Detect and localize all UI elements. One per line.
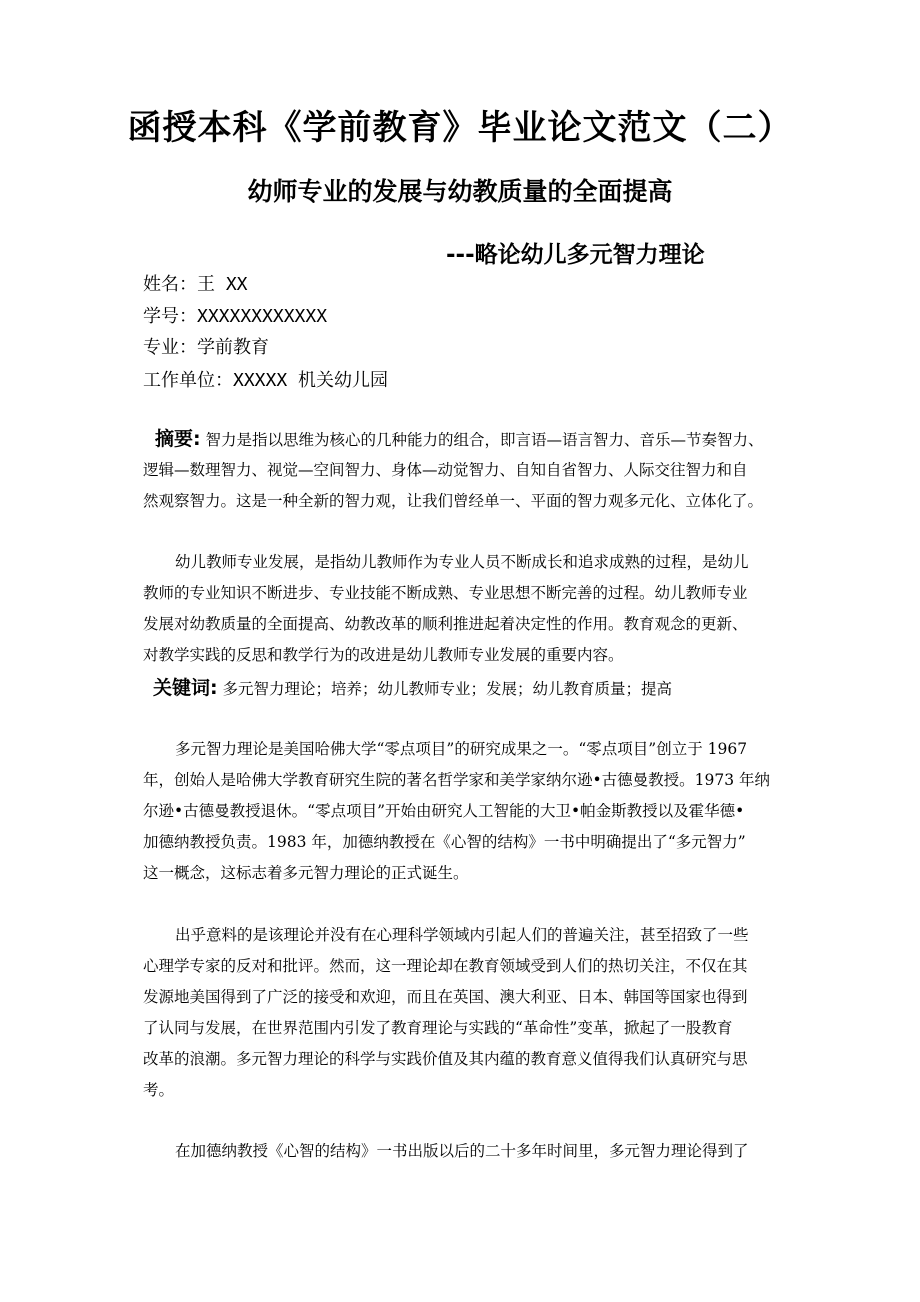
meta-student-id: [143, 302, 327, 328]
document-title: 函授本科《学前教育》毕业论文范文（二）: [127, 108, 793, 148]
abstract-paragraph: [143, 424, 793, 517]
paragraph-line: 发源地美国得到了广泛的接受和欢迎，而且在英国、澳大利亚、日本、韩国等国家也得到: [143, 988, 748, 1006]
body-paragraph-4: [143, 1136, 793, 1167]
document-subtitle-secondary: ---略论幼儿多元智力理论: [446, 242, 705, 268]
paragraph-line: 年，创始人是哈佛大学教育研究生院的著名哲学家和美学家纳尔逊•古德曼教授。1973 年纳: [143, 771, 771, 789]
abstract-line: 逻辑—数理智力、视觉—空间智力、身体—动觉智力、自知自省智力、人际交往智力和自: [143, 461, 748, 479]
paragraph-line: 考。: [143, 1081, 175, 1099]
meta-student-id-label: 学号：: [143, 306, 197, 327]
abstract-line: 然观察智力。这是一种全新的智力观，让我们曾经单一、平面的智力观多元化、立体化了。: [143, 492, 764, 510]
document-subtitle: 幼师专业的发展与幼教质量的全面提高: [247, 177, 673, 206]
paragraph-line: 心理学专家的反对和批评。然而，这一理论却在教育领域受到人们的热切关注，不仅在其: [143, 957, 748, 975]
meta-name-label: 姓名：: [143, 274, 197, 295]
meta-name: [143, 270, 248, 296]
meta-major-value: 学前教育: [197, 337, 269, 358]
paragraph-line: 发展对幼教质量的全面提高、幼教改革的顺利推进起着决定性的作用。教育观念的更新、: [143, 615, 748, 633]
paragraph-line: 多元智力理论是美国哈佛大学“零点项目”的研究成果之一。“零点项目”创立于 1967: [175, 740, 748, 758]
abstract-label: 摘要:: [155, 428, 201, 450]
paragraph-line: 了认同与发展，在世界范围内引发了教育理论与实践的“革命性”变革，掀起了一股教育: [143, 1019, 733, 1037]
keywords-line: [143, 673, 793, 704]
meta-workplace-value: XXXXX 机关幼儿园: [233, 370, 389, 391]
paragraph-line: 这一概念，这标志着多元智力理论的正式诞生。: [143, 864, 469, 882]
paragraph-line: 改革的浪潮。多元智力理论的科学与实践价值及其内蕴的教育意义值得我们认真研究与思: [143, 1050, 748, 1068]
paragraph-line: 尔逊•古德曼教授退休。“零点项目”开始由研究人工智能的大卫•帕金斯教授以及霍华德•: [143, 802, 745, 820]
meta-workplace-label: 工作单位：: [143, 370, 233, 391]
meta-workplace: [143, 366, 388, 392]
body-paragraph-2: [143, 734, 793, 889]
paragraph-line: 在加德纳教授《心智的结构》一书出版以后的二十多年时间里，多元智力理论得到了: [175, 1142, 749, 1160]
meta-name-value: 王 XX: [197, 274, 248, 295]
abstract-line: 智力是指以思维为核心的几种能力的组合，即言语—语言智力、音乐—节奏智力、: [205, 431, 764, 449]
meta-major: [143, 333, 269, 359]
paragraph-line: 幼儿教师专业发展，是指幼儿教师作为专业人员不断成长和追求成熟的过程，是幼儿: [175, 553, 749, 571]
paragraph-line: 对教学实践的反思和教学行为的改进是幼儿教师专业发展的重要内容。: [143, 646, 624, 664]
keywords-label: 关键词:: [153, 677, 218, 699]
body-paragraph-3: [143, 920, 793, 1106]
meta-major-label: 专业：: [143, 337, 197, 358]
paragraph-line: 教师的专业知识不断进步、专业技能不断成熟、专业思想不断完善的过程。幼儿教师专业: [143, 584, 748, 602]
body-paragraph-1: [143, 547, 793, 671]
paragraph-line: 出乎意料的是该理论并没有在心理科学领域内引起人们的普遍关注，甚至招致了一些: [175, 926, 749, 944]
keywords-text: 多元智力理论；培养；幼儿教师专业；发展；幼儿教育质量；提高: [222, 680, 673, 698]
meta-student-id-value: XXXXXXXXXXXX: [197, 306, 328, 327]
paragraph-line: 加德纳教授负责。1983 年，加德纳教授在《心智的结构》一书中明确提出了“多元智力”: [143, 833, 746, 851]
